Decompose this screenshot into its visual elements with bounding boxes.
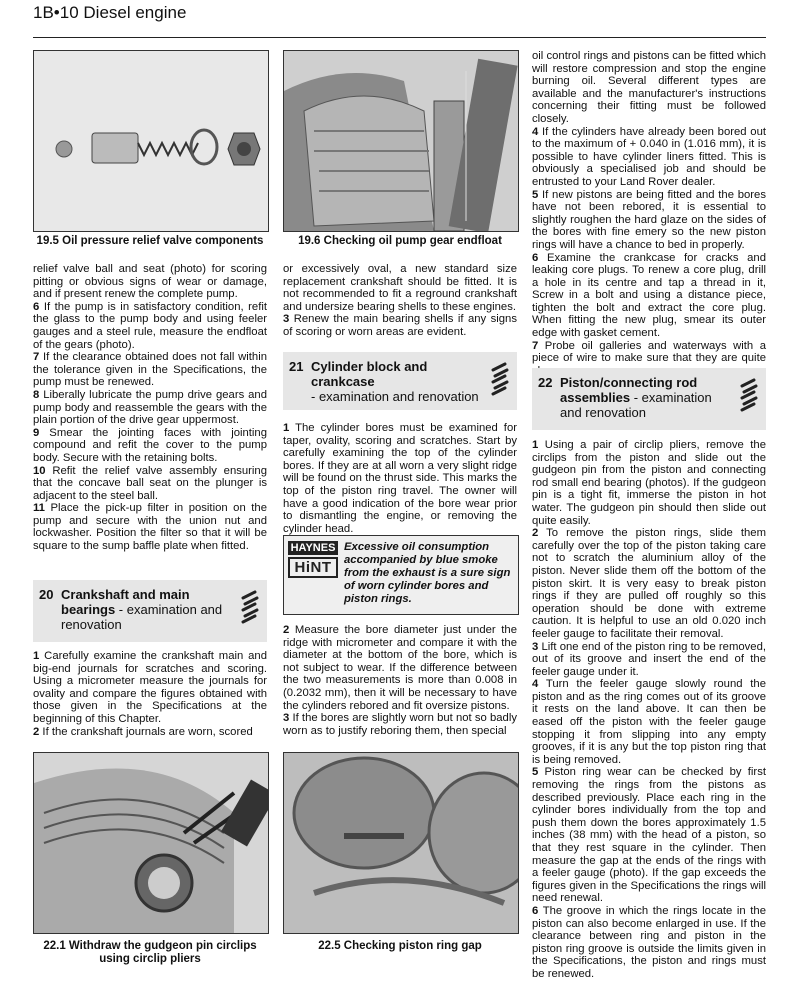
caption-22-1: 22.1 Withdraw the gudgeon pin circlips using circlip pliers	[43, 940, 257, 965]
column-2-lower	[283, 624, 517, 737]
caption-22-5: 22.5 Checking piston ring gap	[318, 940, 482, 952]
column-3-lower	[532, 439, 766, 981]
piston-circlip-image	[34, 753, 268, 933]
haynes-hint-logo: HAYNES HiNT	[288, 541, 338, 578]
paragraph: 2 If the crankshaft journals are worn, scored	[33, 725, 253, 738]
paragraph: 10 Refit the relief valve assembly ensuring that the concave ball seat on the plunger is adjacent to the steel ball.	[33, 464, 267, 502]
section-21-heading	[283, 352, 517, 410]
column-3-upper	[532, 50, 766, 377]
paragraph: 4 If the cylinders have already been bored out to the maximum of + 0.040 in (1.016 mm), it is possible to have cylinder liners fitted. This is obviously a specialised job and should be entrusted to your Land Rover dealer.	[532, 125, 766, 188]
paragraph: or excessively oval, a new standard size replacement crankshaft should be fitted. It is not recommended to fit a reground crankshaft and undersize bearing shells to these engines.	[283, 263, 517, 313]
chapter-title: Diesel engine	[83, 3, 187, 22]
paragraph: 1 Using a pair of circlip pliers, remove the circlips from the piston and slide out the gudgeon pin from the piston and connecting rod small end bearing (photos). If the gudgeon pin is a tight fit, immerse the piston in hot water. The gudgeon pin should then slide out quite easily.	[532, 439, 766, 527]
paragraph: 6 Examine the crankcase for cracks and leaking core plugs. To renew a core plug, drill a hole in its centre and tap a thread in it, Screw in a bolt and using a distance piece, tighten the bolt and extract the core plug. When fitting the new plug, smear its outer edge with gasket cement.	[532, 251, 766, 340]
column-2-middle	[283, 422, 517, 535]
photo-oil-pump-gear	[283, 50, 519, 232]
difficulty-spanner-icon	[489, 362, 513, 396]
page-ref: 1B•10	[33, 3, 79, 22]
paragraph: 7 Probe oil galleries and waterways with a piece of wire to make sure that they are quite	[532, 339, 766, 365]
photo-gudgeon-pin-circlips	[33, 752, 269, 934]
section-title: Piston/connecting rod assemblies - examination and renovation	[560, 375, 712, 420]
haynes-hint-box	[283, 535, 519, 615]
paragraph: 9 Smear the jointing faces with jointing compound and refit the cover to the pump body. Secure with the retaining bolts.	[33, 426, 267, 464]
paragraph: 6 The groove in which the rings locate in the piston can also become enlarged in use. If the clearance between ring and piston in the piston ring groove is outside the limits given in the Specifications, the piston and rings must be renewed.	[532, 904, 766, 980]
paragraph: 5 If new pistons are being fitted and the bores have not been rebored, it is essential to slightly roughen the hard glaze on the sides of the bores with fine emery so the new piston rings will have a chance to bed in properly.	[532, 188, 766, 251]
paragraph: 4 Turn the feeler gauge slowly round the piston and as the ring comes out of its groove it rests on the land above. It can then be eased off the piston with the feeler gauge stopping it from slipping into any empty grooves, if it is any but the top piston ring that is being removed.	[532, 678, 766, 766]
paragraph: relief valve ball and seat (photo) for scoring pitting or obvious signs of wear or damage, and if present renew the complete pump.	[33, 263, 267, 301]
paragraph: oil control rings and pistons can be fitted which will restore compression and stop the engine burning oil. Several different types are available and the manufacturer's instructions concerning their fitting must be followed closely.	[532, 50, 766, 125]
photo-piston-ring-gap	[283, 752, 519, 934]
column-1-upper	[33, 263, 267, 553]
paragraph: 2 To remove the piston rings, slide them carefully over the top of the piston taking care not to scratch the aluminium alloy of the piston. Never slide them off the bottom of the piston skirt. It is very easy to break piston rings if they are pulled off roughly so this operation should be done with extreme caution. It is helpful to use an old 0.020 inch feeler gauge to facilitate their removal.	[532, 527, 766, 640]
section-number: 21	[289, 359, 304, 374]
difficulty-spanner-icon	[239, 590, 263, 624]
photo-relief-valve	[33, 50, 269, 232]
hint-text: Excessive oil consumption accompanied by blue smoke from the exhaust is a sure sign of worn cylinder bores and piston rings.	[344, 541, 511, 605]
oil-pump-image	[284, 51, 518, 231]
paragraph: 1 Carefully examine the crankshaft main and big-end journals for scratches and scoring. Using a micrometer measure the journals for ovality and compare the figures obtained with those given in the Specifications at the beginning of this Chapter.	[33, 650, 267, 725]
relief-valve-image	[34, 51, 268, 231]
paragraph: 8 Liberally lubricate the pump drive gears and pump body and reassemble the gears with the plain portion of the drive gear uppermost.	[33, 388, 267, 427]
section-number: 22	[538, 375, 553, 390]
section-20-heading	[33, 580, 267, 642]
paragraph: 3 Renew the main bearing shells if any signs of scoring or worn areas are evident.	[283, 313, 517, 338]
section-title: Cylinder block and crankcase - examination and renovation	[311, 359, 479, 404]
section-22-heading	[532, 368, 766, 430]
difficulty-spanner-icon	[738, 378, 762, 412]
header-rule	[33, 37, 766, 38]
paragraph: 7 If the clearance obtained does not fall within the tolerance given in the Specifications, the pump must be renewed.	[33, 351, 267, 389]
cylinder-bore-image	[284, 753, 518, 933]
caption-19-6: 19.6 Checking oil pump gear endfloat	[298, 235, 502, 247]
paragraph: 2 Measure the bore diameter just under the ridge with micrometer and compare it with the diameter at the bottom of the bore, which is not subject to wear. If the difference between the two measurements is more than 0.008 in (0.2032 mm), then it will be necessary to have the cylinders rebored and fit oversize pistons.	[283, 624, 517, 712]
paragraph: 3 Lift one end of the piston ring to be removed, out of its groove and insert the end of the feeler gauge under it.	[532, 640, 766, 678]
paragraph: 3 If the bores are slightly worn but not so badly worn as to justify reboring them, then special	[283, 712, 517, 737]
page-header	[33, 3, 186, 23]
caption-19-5: 19.5 Oil pressure relief valve components	[36, 235, 264, 247]
paragraph: 5 Piston ring wear can be checked by first removing the rings from the pistons as described previously. Place each ring in the cylinder bores individually from the top and push them down the bores approximately 1.5 inches (38 mm) with the head of a piston, so that they rest square in the cylinder. Then measure the gap at the ends of the rings with a feeler gauge (photo). If the gap exceeds the figures given in the Specifications the rings will need renewal.	[532, 766, 766, 905]
column-2-upper	[283, 263, 517, 339]
column-1-lower	[33, 650, 267, 738]
paragraph: 6 If the pump is in satisfactory condition, refit the glass to the pump body and using feeler gauges and a steel rule, measure the endfloat of the gears (photo).	[33, 300, 267, 351]
paragraph: 1 The cylinder bores must be examined for taper, ovality, scoring and scratches. Start by carefully examining the top of the cylinder bores. If they are at all worn a very slight ridge will be found on the thrust side. This marks the top of the piston ring travel. The owner will have a good indication of the bore wear prior to dismantling the engine, or removing the cylinder head.	[283, 422, 517, 535]
section-title: Crankshaft and main bearings - examination and renovation	[61, 587, 223, 632]
section-number: 20	[39, 587, 54, 602]
paragraph: 11 Place the pick-up filter in position on the pump and secure with the union nut and lockwasher. Position the filter so that it will be square to the sump baffle plate when fitted.	[33, 502, 267, 553]
